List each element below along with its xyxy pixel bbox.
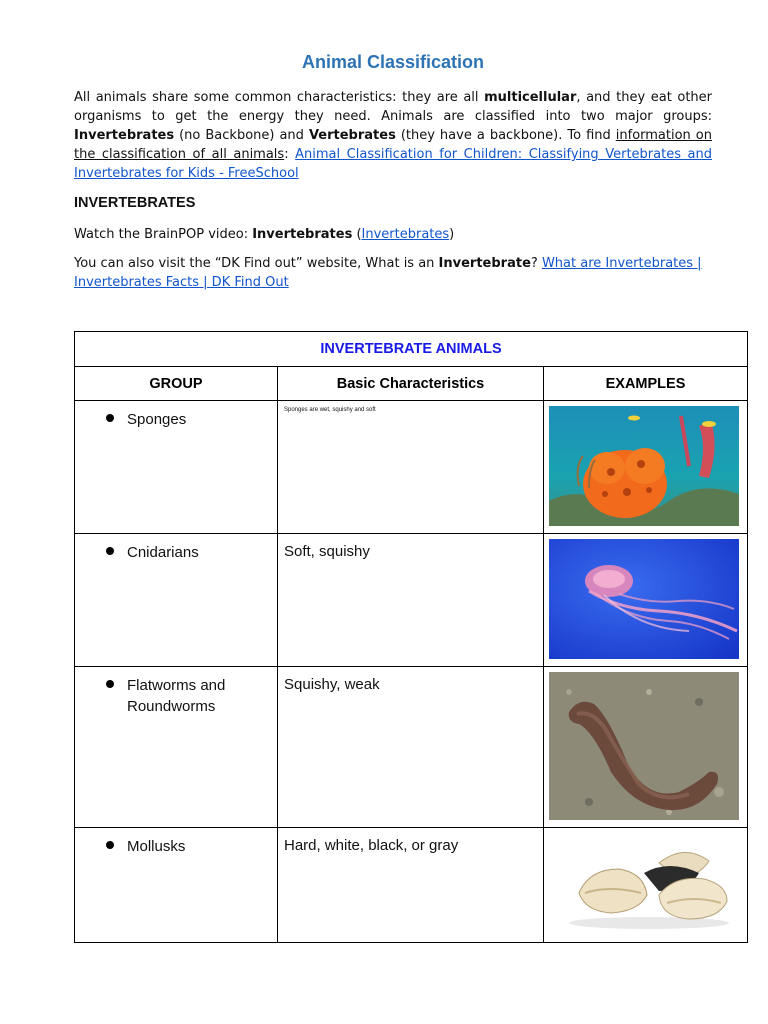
jellyfish-photo [549,539,739,659]
invertebrate-table [74,331,748,943]
dk-question: ? [530,256,542,271]
brainpop-link[interactable]: Invertebrates [361,227,450,242]
clams-photo [549,833,739,937]
characteristics-cell: Sponges are wet, squishy and soft [278,401,544,534]
characteristics-cell: Squishy, weak [278,667,544,828]
bullet-icon [106,680,114,688]
intro-text: (they have a backbone). To find [395,128,616,143]
group-name: Sponges [127,411,187,428]
flatworm-photo [549,672,739,820]
table-caption: INVERTEBRATE ANIMALS [75,332,748,367]
brainpop-open-paren: ( [352,227,362,242]
intro-text: All animals share some common characteristics: they are all [74,90,485,105]
group-name: Mollusks [127,838,186,855]
intro-paragraph [74,88,712,183]
brainpop-bold: Invertebrates [252,227,353,242]
intro-underlined-text: information on the classification of all animals [74,128,712,162]
table-row [75,534,748,667]
dk-bold: Invertebrate [438,256,531,271]
brainpop-prefix: Watch the BrainPOP video: [74,227,253,242]
intro-text: (no Backbone) and [174,128,309,143]
brainpop-line [74,225,714,244]
bullet-icon [106,414,114,422]
header-examples: EXAMPLES [544,367,748,401]
sponge-photo [549,406,739,526]
dk-findout-link[interactable]: What are Invertebrates | Invertebrates Facts | DK Find Out [74,256,702,290]
characteristics-cell: Hard, white, black, or gray [278,828,544,943]
group-name: Cnidarians [127,544,199,561]
header-group: GROUP [75,367,278,401]
bullet-icon [106,547,114,555]
characteristics-cell: Soft, squishy [278,534,544,667]
table-row [75,667,748,828]
header-characteristics: Basic Characteristics [278,367,544,401]
intro-text: , and they eat other organisms to get the energy they need. Animals are classified into two major groups: [74,90,713,124]
page-title: Animal Classification [301,52,485,72]
intro-bold-vertebrates: Vertebrates [308,128,396,143]
intro-bold-multicellular: multicellular [484,90,577,105]
group-name: Flatworms and Roundworms [127,677,226,715]
table-row [75,401,748,534]
section-heading: INVERTEBRATES [74,195,196,211]
brainpop-close-paren: ) [449,227,455,242]
intro-bold-invertebrates: Invertebrates [74,128,175,143]
dk-line [74,254,714,292]
table-row [75,828,748,943]
freeschool-link[interactable]: Animal Classification for Children: Classifying Vertebrates and Invertebrates for Kids - FreeSchool [74,147,712,181]
bullet-icon [106,841,114,849]
dk-prefix: You can also visit the “DK Find out” website, What is an [74,256,439,271]
intro-text: : [284,147,296,162]
